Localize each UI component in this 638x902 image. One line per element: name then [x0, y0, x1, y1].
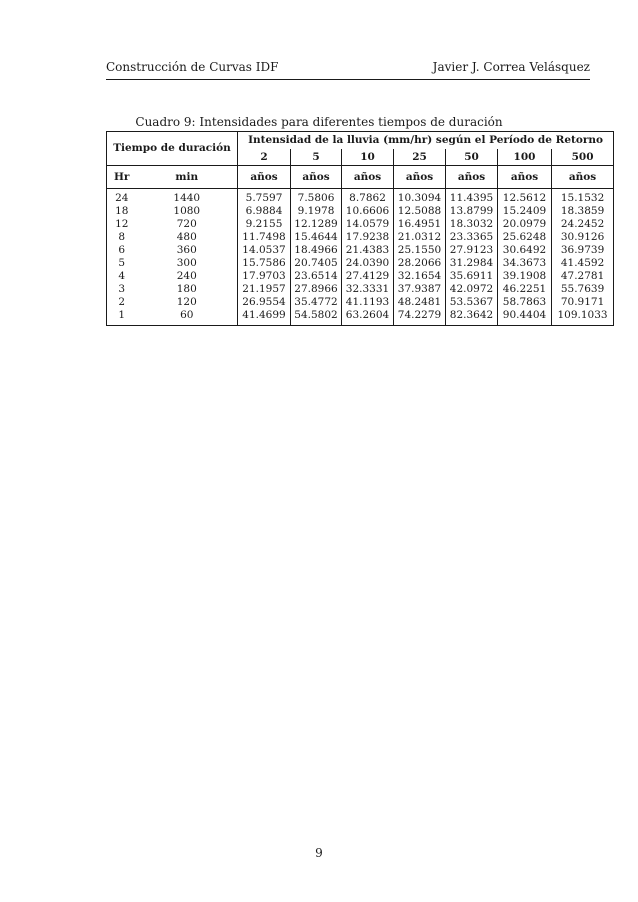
duration-cell: 360: [176, 244, 197, 256]
table-body: [107, 189, 614, 326]
intensity-cell: 54.5802: [291, 309, 342, 326]
table-row: [107, 257, 614, 270]
table-row: [107, 296, 614, 309]
intensity-cell: 41.1193: [342, 296, 394, 309]
unit-cell: años: [552, 166, 614, 189]
unit-cell: años: [238, 166, 291, 189]
intensity-cell: 48.2481: [394, 296, 446, 309]
duration-cell: 60: [137, 309, 238, 326]
intensity-cell: 74.2279: [394, 309, 446, 326]
duration-cell: 12: [107, 218, 137, 231]
intensity-table: [106, 131, 614, 326]
intensity-cell: 36.9739: [552, 244, 614, 257]
return-period-cell: 10: [342, 149, 394, 166]
duration-header: Tiempo de duración: [107, 132, 238, 166]
intensity-cell: 12.1289: [291, 218, 342, 231]
intensity-cell: 23.6514: [291, 270, 342, 283]
intensity-cell: 27.8966: [291, 283, 342, 296]
unit-cell: años: [342, 166, 394, 189]
duration-cell: 8: [107, 231, 137, 244]
intensity-cell: 41.4699: [238, 309, 291, 326]
duration-cell: 120: [176, 296, 197, 308]
intensity-cell: 15.2409: [498, 205, 552, 218]
intensity-cell: 21.1957: [238, 283, 291, 296]
intensity-cell: 21.4383: [342, 244, 394, 257]
intensity-cell: 55.7639: [552, 283, 614, 296]
intensity-cell: 17.9703: [238, 270, 291, 283]
intensity-cell: 10.6606: [342, 205, 394, 218]
table-row: [107, 244, 614, 257]
intensity-cell: 13.8799: [446, 205, 498, 218]
intensity-cell: 47.2781: [552, 270, 614, 283]
header-rule: [106, 79, 590, 80]
intensity-cell: 18.4966: [291, 244, 342, 257]
intensity-cell: 15.7586: [238, 257, 291, 270]
return-period-cell: 2: [238, 149, 291, 166]
intensity-cell: 41.4592: [552, 257, 614, 270]
intensity-cell: 23.3365: [446, 231, 498, 244]
intensity-cell: 6.9884: [238, 205, 291, 218]
intensity-cell: 58.7863: [498, 296, 552, 309]
intensity-cell: 24.2452: [552, 218, 614, 231]
page-number: 9: [315, 846, 323, 860]
unit-cell: años: [394, 166, 446, 189]
intensity-cell: 9.1978: [291, 205, 342, 218]
return-period-cell: 50: [446, 149, 498, 166]
unit-cell: min: [137, 166, 238, 189]
duration-cell: 6: [107, 244, 137, 257]
intensity-cell: 35.6911: [446, 270, 498, 283]
intensity-cell: 12.5088: [394, 205, 446, 218]
units-row: [107, 166, 614, 189]
duration-cell: 1440: [173, 192, 201, 204]
table-caption: Cuadro 9: Intensidades para diferentes tiempos de duración: [135, 115, 503, 129]
intensity-cell: 9.2155: [238, 218, 291, 231]
table-row: [107, 189, 614, 206]
return-period-cell: 100: [498, 149, 552, 166]
table-row: [107, 231, 614, 244]
duration-cell: 1: [107, 309, 137, 326]
duration-cell: 480: [176, 231, 197, 243]
duration-cell: 240: [176, 270, 197, 282]
table-row: [107, 309, 614, 326]
intensity-cell: 37.9387: [394, 283, 446, 296]
intensity-cell: 70.9171: [552, 296, 614, 309]
duration-cell: 18: [107, 205, 137, 218]
intensity-cell: 14.0579: [342, 218, 394, 231]
duration-cell: 2: [107, 296, 137, 309]
intensity-cell: 42.0972: [446, 283, 498, 296]
duration-cell: 3: [107, 283, 137, 296]
intensity-cell: 25.1550: [394, 244, 446, 257]
intensity-cell: 14.0537: [238, 244, 291, 257]
intensity-cell: 15.1532: [552, 189, 614, 206]
duration-cell: 5: [107, 257, 137, 270]
intensity-header: Intensidad de la lluvia (mm/hr) según el Período de Retorno: [238, 132, 614, 150]
intensity-cell: 34.3673: [498, 257, 552, 270]
intensity-cell: 11.4395: [446, 189, 498, 206]
intensity-cell: 109.1033: [552, 309, 614, 326]
intensity-cell: 10.3094: [394, 189, 446, 206]
intensity-cell: 8.7862: [342, 189, 394, 206]
intensity-cell: 18.3859: [552, 205, 614, 218]
intensity-cell: 24.0390: [342, 257, 394, 270]
intensity-cell: 17.9238: [342, 231, 394, 244]
unit-cell: años: [446, 166, 498, 189]
intensity-cell: 46.2251: [498, 283, 552, 296]
table-row: [107, 218, 614, 231]
intensity-cell: 82.3642: [446, 309, 498, 326]
intensity-cell: 27.9123: [446, 244, 498, 257]
duration-cell: 720: [176, 218, 197, 230]
intensity-cell: 26.9554: [238, 296, 291, 309]
duration-cell: 1080: [173, 205, 201, 217]
intensity-cell: 20.0979: [498, 218, 552, 231]
intensity-cell: 90.4404: [498, 309, 552, 326]
table-row: [107, 270, 614, 283]
running-header: [106, 60, 590, 74]
intensity-cell: 5.7597: [238, 189, 291, 206]
intensity-cell: 35.4772: [291, 296, 342, 309]
intensity-cell: 21.0312: [394, 231, 446, 244]
unit-cell: Hr: [107, 166, 137, 189]
return-period-cell: 25: [394, 149, 446, 166]
unit-cell: años: [291, 166, 342, 189]
table-row: [107, 283, 614, 296]
intensity-cell: 12.5612: [498, 189, 552, 206]
return-period-cell: 5: [291, 149, 342, 166]
table-row: [107, 205, 614, 218]
intensity-cell: 32.1654: [394, 270, 446, 283]
intensity-cell: 31.2984: [446, 257, 498, 270]
intensity-cell: 15.4644: [291, 231, 342, 244]
intensity-cell: 7.5806: [291, 189, 342, 206]
intensity-cell: 16.4951: [394, 218, 446, 231]
duration-cell: 180: [176, 283, 197, 295]
intensity-cell: 63.2604: [342, 309, 394, 326]
intensity-cell: 27.4129: [342, 270, 394, 283]
header-left-title: Construcción de Curvas IDF: [106, 60, 279, 74]
intensity-cell: 20.7405: [291, 257, 342, 270]
unit-cell: años: [498, 166, 552, 189]
intensity-cell: 11.7498: [238, 231, 291, 244]
duration-cell: 300: [176, 257, 197, 269]
intensity-cell: 30.9126: [552, 231, 614, 244]
duration-cell: 4: [107, 270, 137, 283]
header-author: Javier J. Correa Velásquez: [432, 60, 590, 74]
duration-cell: 24: [107, 189, 137, 206]
return-period-cell: 500: [552, 149, 614, 166]
intensity-cell: 39.1908: [498, 270, 552, 283]
intensity-cell: 32.3331: [342, 283, 394, 296]
intensity-cell: 30.6492: [498, 244, 552, 257]
intensity-cell: 28.2066: [394, 257, 446, 270]
intensity-cell: 25.6248: [498, 231, 552, 244]
intensity-cell: 53.5367: [446, 296, 498, 309]
intensity-cell: 18.3032: [446, 218, 498, 231]
